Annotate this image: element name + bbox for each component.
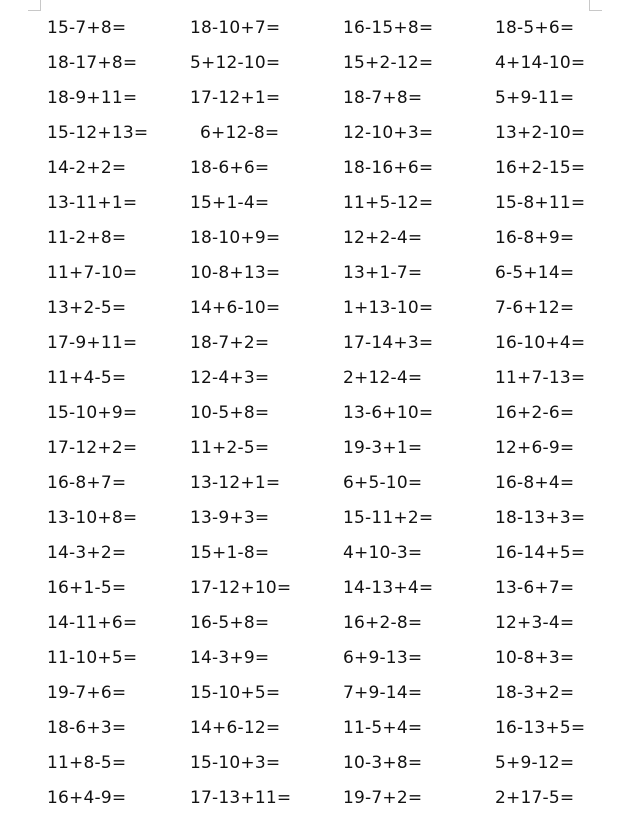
math-problem: 13-6+10= [343,403,434,423]
math-problem: 16+2-6= [495,403,575,423]
math-problem: 13+2-5= [47,298,127,318]
math-problem: 4+10-3= [343,543,423,563]
problem-row [0,571,622,606]
math-problem: 18-17+8= [47,53,138,73]
problem-row [0,431,622,466]
math-problem: 11+7-13= [495,368,586,388]
math-problem: 14-11+6= [47,613,138,633]
problem-row [0,256,622,291]
problem-row [0,746,622,781]
problem-row [0,221,622,256]
math-problem: 6+5-10= [343,473,423,493]
math-problem: 18-10+9= [190,228,281,248]
math-problem: 18-9+11= [47,88,138,108]
math-problem: 12+2-4= [343,228,423,248]
math-problem: 16+2-8= [343,613,423,633]
math-problem: 11+7-10= [47,263,138,283]
math-problem: 4+14-10= [495,53,586,73]
problem-row [0,676,622,711]
problem-row [0,116,622,151]
math-problem: 16-10+4= [495,333,586,353]
math-problem: 6+9-13= [343,648,423,668]
math-problem: 18-7+2= [190,333,270,353]
math-problem: 13-6+7= [495,578,575,598]
math-problem: 11-10+5= [47,648,138,668]
math-problem: 15-12+13= [47,123,149,143]
math-problem: 16+1-5= [47,578,127,598]
math-problem: 18-10+7= [190,18,281,38]
math-problem: 19-7+2= [343,788,423,808]
math-problem: 16-8+4= [495,473,575,493]
math-problem: 17-13+11= [190,788,292,808]
math-problem: 6+12-8= [200,123,280,143]
math-problem: 15+2-12= [343,53,434,73]
arithmetic-problem-grid [0,11,622,816]
problem-row [0,291,622,326]
math-problem: 17-12+10= [190,578,292,598]
math-problem: 19-7+6= [47,683,127,703]
math-problem: 11+5-12= [343,193,434,213]
math-problem: 13-12+1= [190,473,281,493]
problem-row [0,536,622,571]
math-problem: 18-5+6= [495,18,575,38]
math-problem: 14-13+4= [343,578,434,598]
crop-mark-left-vertical [40,0,41,10]
math-problem: 11+2-5= [190,438,270,458]
math-problem: 6-5+14= [495,263,575,283]
math-problem: 17-12+1= [190,88,281,108]
math-problem: 13-10+8= [47,508,138,528]
math-problem: 1+13-10= [343,298,434,318]
math-problem: 17-14+3= [343,333,434,353]
math-problem: 5+12-10= [190,53,281,73]
problem-row [0,361,622,396]
problem-row [0,501,622,536]
problem-row [0,81,622,116]
math-problem: 17-9+11= [47,333,138,353]
problem-row [0,781,622,816]
math-problem: 12+6-9= [495,438,575,458]
math-problem: 13-9+3= [190,508,270,528]
math-problem: 14+6-10= [190,298,281,318]
math-problem: 14-2+2= [47,158,127,178]
math-problem: 18-6+3= [47,718,127,738]
math-problem: 15+1-4= [190,193,270,213]
crop-mark-right-vertical [589,0,590,10]
math-problem: 14+6-12= [190,718,281,738]
math-problem: 11-2+8= [47,228,127,248]
math-problem: 7-6+12= [495,298,575,318]
problem-row [0,326,622,361]
problem-row [0,11,622,46]
math-problem: 17-12+2= [47,438,138,458]
math-problem: 16+2-15= [495,158,586,178]
math-problem: 11+4-5= [47,368,127,388]
math-problem: 16-8+7= [47,473,127,493]
math-problem: 15-10+3= [190,753,281,773]
math-problem: 18-7+8= [343,88,423,108]
math-problem: 15-8+11= [495,193,586,213]
math-problem: 16-14+5= [495,543,586,563]
math-problem: 19-3+1= [343,438,423,458]
problem-row [0,641,622,676]
math-problem: 10-8+13= [190,263,281,283]
math-problem: 14-3+9= [190,648,270,668]
math-problem: 5+9-11= [495,88,575,108]
math-problem: 15-10+5= [190,683,281,703]
math-problem: 15-7+8= [47,18,127,38]
math-problem: 12-10+3= [343,123,434,143]
math-problem: 16-5+8= [190,613,270,633]
math-problem: 11+8-5= [47,753,127,773]
problem-row [0,46,622,81]
problem-row [0,606,622,641]
math-problem: 18-3+2= [495,683,575,703]
math-problem: 16-13+5= [495,718,586,738]
math-problem: 16+4-9= [47,788,127,808]
math-problem: 10-3+8= [343,753,423,773]
math-problem: 14-3+2= [47,543,127,563]
math-problem: 10-8+3= [495,648,575,668]
problem-row [0,466,622,501]
math-problem: 11-5+4= [343,718,423,738]
math-problem: 18-6+6= [190,158,270,178]
math-problem: 15-11+2= [343,508,434,528]
math-problem: 13-11+1= [47,193,138,213]
problem-row [0,151,622,186]
math-problem: 16-8+9= [495,228,575,248]
problem-row [0,711,622,746]
math-problem: 7+9-14= [343,683,423,703]
math-problem: 18-16+6= [343,158,434,178]
math-problem: 16-15+8= [343,18,434,38]
math-problem: 15+1-8= [190,543,270,563]
math-problem: 18-13+3= [495,508,586,528]
math-problem: 13+1-7= [343,263,423,283]
math-problem: 12-4+3= [190,368,270,388]
math-problem: 2+12-4= [343,368,423,388]
math-problem: 13+2-10= [495,123,586,143]
math-problem: 10-5+8= [190,403,270,423]
math-problem: 2+17-5= [495,788,575,808]
math-problem: 12+3-4= [495,613,575,633]
math-problem: 5+9-12= [495,753,575,773]
problem-row [0,396,622,431]
math-problem: 15-10+9= [47,403,138,423]
problem-row [0,186,622,221]
